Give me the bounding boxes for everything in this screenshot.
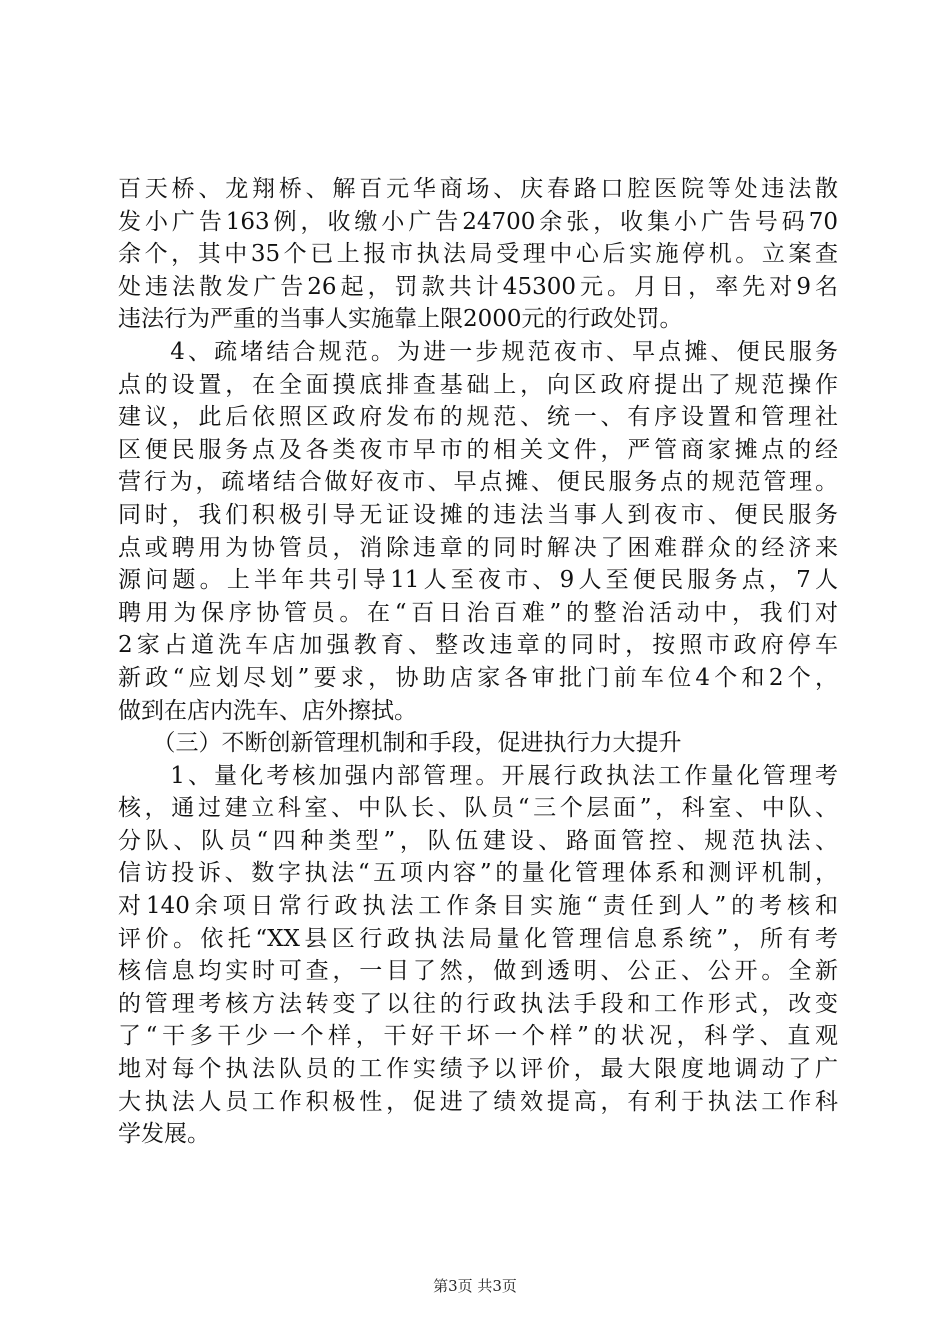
text-line: 地对每个执法队员的工作实绩予以评价，最大限度地调动了广 [118,1056,838,1083]
text-line: 对140余项日常行政执法工作条目实施“责任到人”的考核和 [118,893,838,920]
text-line: 了“干多干少一个样，干好干坏一个样”的状况，科学、直观 [118,1023,838,1050]
text-line: 聘用为保序协管员。在“百日治百难”的整治活动中，我们对 [118,599,838,626]
text-line: 分队、队员“四种类型”，队伍建设、路面管控、规范执法、 [118,827,838,854]
text-line: 评价。依托“XX县区行政执法局量化管理信息系统”，所有考 [118,925,838,952]
text-line: 同时，我们积极引导无证设摊的违法当事人到夜市、便民服务 [118,501,838,528]
text-line: 新政“应划尽划”要求，协助店家各审批门前车位4个和2个， [118,664,838,691]
text-line: 建议，此后依照区政府发布的规范、统一、有序设置和管理社 [118,404,838,431]
document-body [118,173,838,1151]
page-footer: 第3页 共3页 [433,1277,517,1295]
text-line: 源问题。上半年共引导11人至夜市、9人至便民服务点，7人 [118,567,838,594]
text-line: 余个，其中35个已上报市执法局受理中心后实施停机。立案查 [118,241,838,268]
text-line: 学发展。 [118,1121,210,1148]
text-line: 发小广告163例，收缴小广告24700余张，收集小广告号码70 [118,208,838,235]
text-line: 违法行为严重的当事人实施靠上限2000元的行政处罚。 [118,306,683,333]
text-line: （三）不断创新管理机制和手段，促进执行力大提升 [118,730,682,757]
text-line: 核信息均实时可查，一目了然，做到透明、公正、公开。全新 [118,958,838,985]
text-line: 营行为，疏堵结合做好夜市、早点摊、便民服务点的规范管理。 [118,469,838,496]
text-line: 区便民服务点及各类夜市早市的相关文件，严管商家摊点的经 [118,436,838,463]
text-line: 2家占道洗车店加强教育、整改违章的同时，按照市政府停车 [118,632,838,659]
text-line: 做到在店内洗车、店外擦拭。 [118,697,417,724]
text-line: 点的设置，在全面摸底排查基础上，向区政府提出了规范操作 [118,371,838,398]
text-line: 的管理考核方法转变了以往的行政执法手段和工作形式，改变 [118,990,838,1017]
text-line: 处违法散发广告26起，罚款共计45300元。月日，率先对9名 [118,273,838,300]
text-line: 4、疏堵结合规范。为进一步规范夜市、早点摊、便民服务 [118,338,838,365]
text-line: 大执法人员工作积极性，促进了绩效提高，有利于执法工作科 [118,1088,838,1115]
text-line: 点或聘用为协管员，消除违章的同时解决了困难群众的经济来 [118,534,838,561]
text-line: 核，通过建立科室、中队长、队员“三个层面”，科室、中队、 [118,795,838,822]
text-line: 百天桥、龙翔桥、解百元华商场、庆春路口腔医院等处违法散 [118,176,838,202]
text-line: 1、量化考核加强内部管理。开展行政执法工作量化管理考 [118,762,838,789]
text-line: 信访投诉、数字执法“五项内容”的量化管理体系和测评机制， [118,860,838,887]
